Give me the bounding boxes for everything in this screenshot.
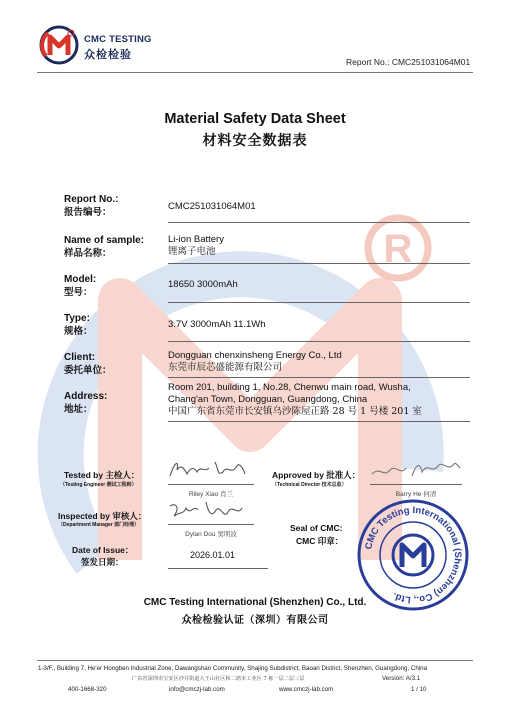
date-of-issue-label-cn: 签发日期： <box>81 557 124 567</box>
signature-line <box>168 568 268 569</box>
field-underline <box>168 377 470 378</box>
inspector-signature-icon <box>166 498 246 526</box>
document-title-cn: 材料安全数据表 <box>202 132 308 148</box>
approved-by-label: Approved by 批准人： <box>272 470 361 480</box>
signature-line <box>168 484 254 485</box>
company-name-cn: 众检检验认证（深圳）有限公司 <box>181 615 329 626</box>
cmc-logo-icon <box>38 24 80 66</box>
field-underline <box>168 341 470 342</box>
header-report-number: Report No.: CMC251031064M01 <box>346 57 471 67</box>
address-label: Address: 地址： <box>64 391 108 415</box>
client-label: Client: 委托单位： <box>64 352 112 376</box>
model-value: 18650 3000mAh <box>168 279 238 290</box>
type-label: Type: 规格： <box>64 313 93 337</box>
footer-website[interactable]: www.cmczj-lab.com <box>279 686 334 693</box>
field-underline <box>168 302 470 303</box>
document-title: Material Safety Data Sheet <box>164 111 346 127</box>
seal-label: Seal of CMC: <box>290 523 343 533</box>
signature-line <box>168 524 254 525</box>
sample-name-label: Name of sample: 样品名称： <box>64 235 145 259</box>
client-value: Dongguan chenxinsheng Energy Co., Ltd 东莞市辰芯盛能源有限公司 <box>168 350 342 373</box>
report-no-value: CMC251031064M01 <box>168 201 256 212</box>
signature-line <box>370 484 462 485</box>
type-value: 3.7V 3000mAh 11.1Wh <box>168 319 266 330</box>
tester-name: Riley Xiao 肖兰 <box>188 491 234 498</box>
footer-page-number: 1 / 10 <box>411 686 427 693</box>
date-of-issue-value: 2026.01.01 <box>190 550 236 560</box>
sample-name-value: Li-ion Battery 锂离子电池 <box>168 234 224 257</box>
tested-by-label: Tested by 主检人： <box>64 470 140 480</box>
address-value: Room 201, building 1, No.28, Chenwu main road, Wusha, Chang'an Town, Dongguan, Guangdong, China 中国广东省东莞市长安镇乌沙陈屋正路 28 号 1 号楼 201 室 <box>168 382 422 417</box>
tester-signature-icon <box>167 456 247 482</box>
inspected-by-role: （Department Manager 部门经理） <box>58 522 140 528</box>
approved-by-role: （Technical Director 技术总监） <box>272 482 347 488</box>
footer-email[interactable]: info@cmczj-lab.com <box>169 686 225 693</box>
tested-by-role: （Testing Engineer 测试工程师） <box>60 482 137 488</box>
seal-label-cn: CMC 印章： <box>296 536 344 546</box>
date-of-issue-label: Date of Issue： <box>72 545 134 555</box>
footer-address: 1-3/F., Building 7, He'er Hongben Industrial Zone, Dawangshan Community, Shajing Subdistrict, Baoan District, Shenzhen, Guangdong, China <box>38 665 428 672</box>
footer-address-cn: 广东省深圳市宝安区沙井街道大王山社区和二鸿本工业区 7 栋一层二层三层 <box>132 676 305 682</box>
report-no-label: Report No.: 报告编号： <box>64 194 119 218</box>
seal-ring-text: CMC Testing International (Shenzhen) Co., Ltd. <box>363 504 464 606</box>
footer-divider <box>37 660 473 661</box>
company-name: CMC Testing International (Shenzhen) Co., Ltd. <box>143 597 367 608</box>
brand-name: CMC TESTING <box>84 34 152 45</box>
inspector-name: Dylan Dou 窦明波 <box>185 531 237 538</box>
approver-signature-icon <box>370 456 462 482</box>
model-label: Model: 型号： <box>64 274 97 298</box>
approver-name: Barry He 何清 <box>395 491 437 498</box>
footer-phone: 400-1668-320 <box>68 686 107 693</box>
field-underline <box>168 222 470 223</box>
inspected-by-label: Inspected by 审核人： <box>58 511 147 521</box>
company-seal-icon <box>355 497 471 613</box>
brand-name-cn: 众检检验 <box>84 49 132 61</box>
header-divider <box>37 72 473 73</box>
field-underline <box>168 421 470 422</box>
footer-version: Version: A/3.1 <box>382 675 421 682</box>
svg-text:R: R <box>383 227 413 271</box>
field-underline <box>168 263 470 264</box>
